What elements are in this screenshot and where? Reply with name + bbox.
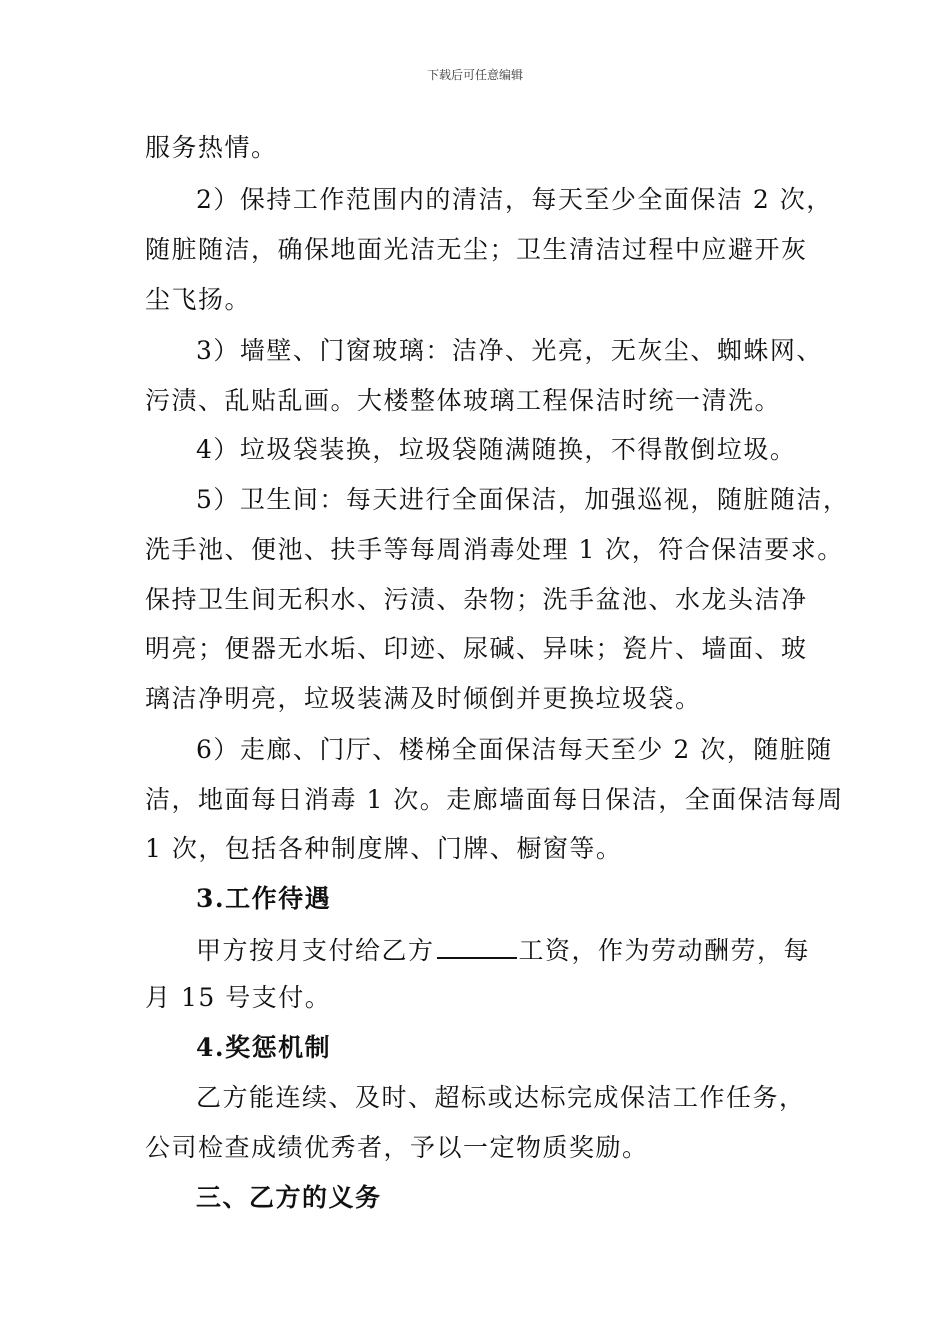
body-line: 明亮；便器无水垢、印迹、尿碱、异味；瓷片、墙面、玻 — [145, 634, 808, 663]
body-line: 3）墙壁、门窗玻璃：洁净、光亮，无灰尘、蜘蛛网、 — [196, 336, 823, 365]
section-heading: 4.奖惩机制 — [196, 1033, 332, 1062]
section-heading: 三、乙方的义务 — [196, 1183, 382, 1212]
pay-text-before: 甲方按月支付给乙方 — [196, 936, 435, 965]
body-line: 洗手池、便池、扶手等每周消毒处理 1 次，符合保洁要求。 — [145, 535, 844, 564]
body-line: 璃洁净明亮，垃圾装满及时倾倒并更换垃圾袋。 — [145, 684, 702, 713]
body-line: 2）保持工作范围内的清洁，每天至少全面保洁 2 次， — [196, 185, 833, 214]
body-line: 1 次，包括各种制度牌、门牌、橱窗等。 — [145, 834, 623, 863]
section-heading: 3.工作待遇 — [196, 884, 332, 913]
body-line: 随脏随洁，确保地面光洁无尘；卫生清洁过程中应避开灰 — [145, 235, 808, 264]
pay-text-after: 工资，作为劳动酬劳，每 — [518, 936, 811, 965]
page-header: 下载后可任意编辑 — [426, 68, 523, 82]
pay-line — [196, 933, 810, 966]
body-line: 洁，地面每日消毒 1 次。走廊墙面每日保洁，全面保洁每周 — [145, 785, 844, 814]
body-line: 月 15 号支付。 — [145, 983, 332, 1012]
body-line: 服务热情。 — [145, 133, 278, 162]
body-line: 保持卫生间无积水、污渍、杂物；洗手盆池、水龙头洁净 — [145, 585, 808, 614]
salary-blank — [437, 933, 517, 959]
body-line: 污渍、乱贴乱画。大楼整体玻璃工程保洁时统一清洗。 — [145, 386, 782, 415]
body-line: 5）卫生间：每天进行全面保洁，加强巡视，随脏随洁， — [196, 485, 850, 514]
body-line: 乙方能连续、及时、超标或达标完成保洁工作任务， — [196, 1083, 806, 1112]
body-line: 尘飞扬。 — [145, 285, 252, 314]
body-line: 6）走廊、门厅、楼梯全面保洁每天至少 2 次，随脏随 — [196, 735, 833, 764]
body-line: 公司检查成绩优秀者，予以一定物质奖励。 — [145, 1133, 649, 1162]
body-line: 4）垃圾袋装换，垃圾袋随满随换，不得散倒垃圾。 — [196, 435, 797, 464]
